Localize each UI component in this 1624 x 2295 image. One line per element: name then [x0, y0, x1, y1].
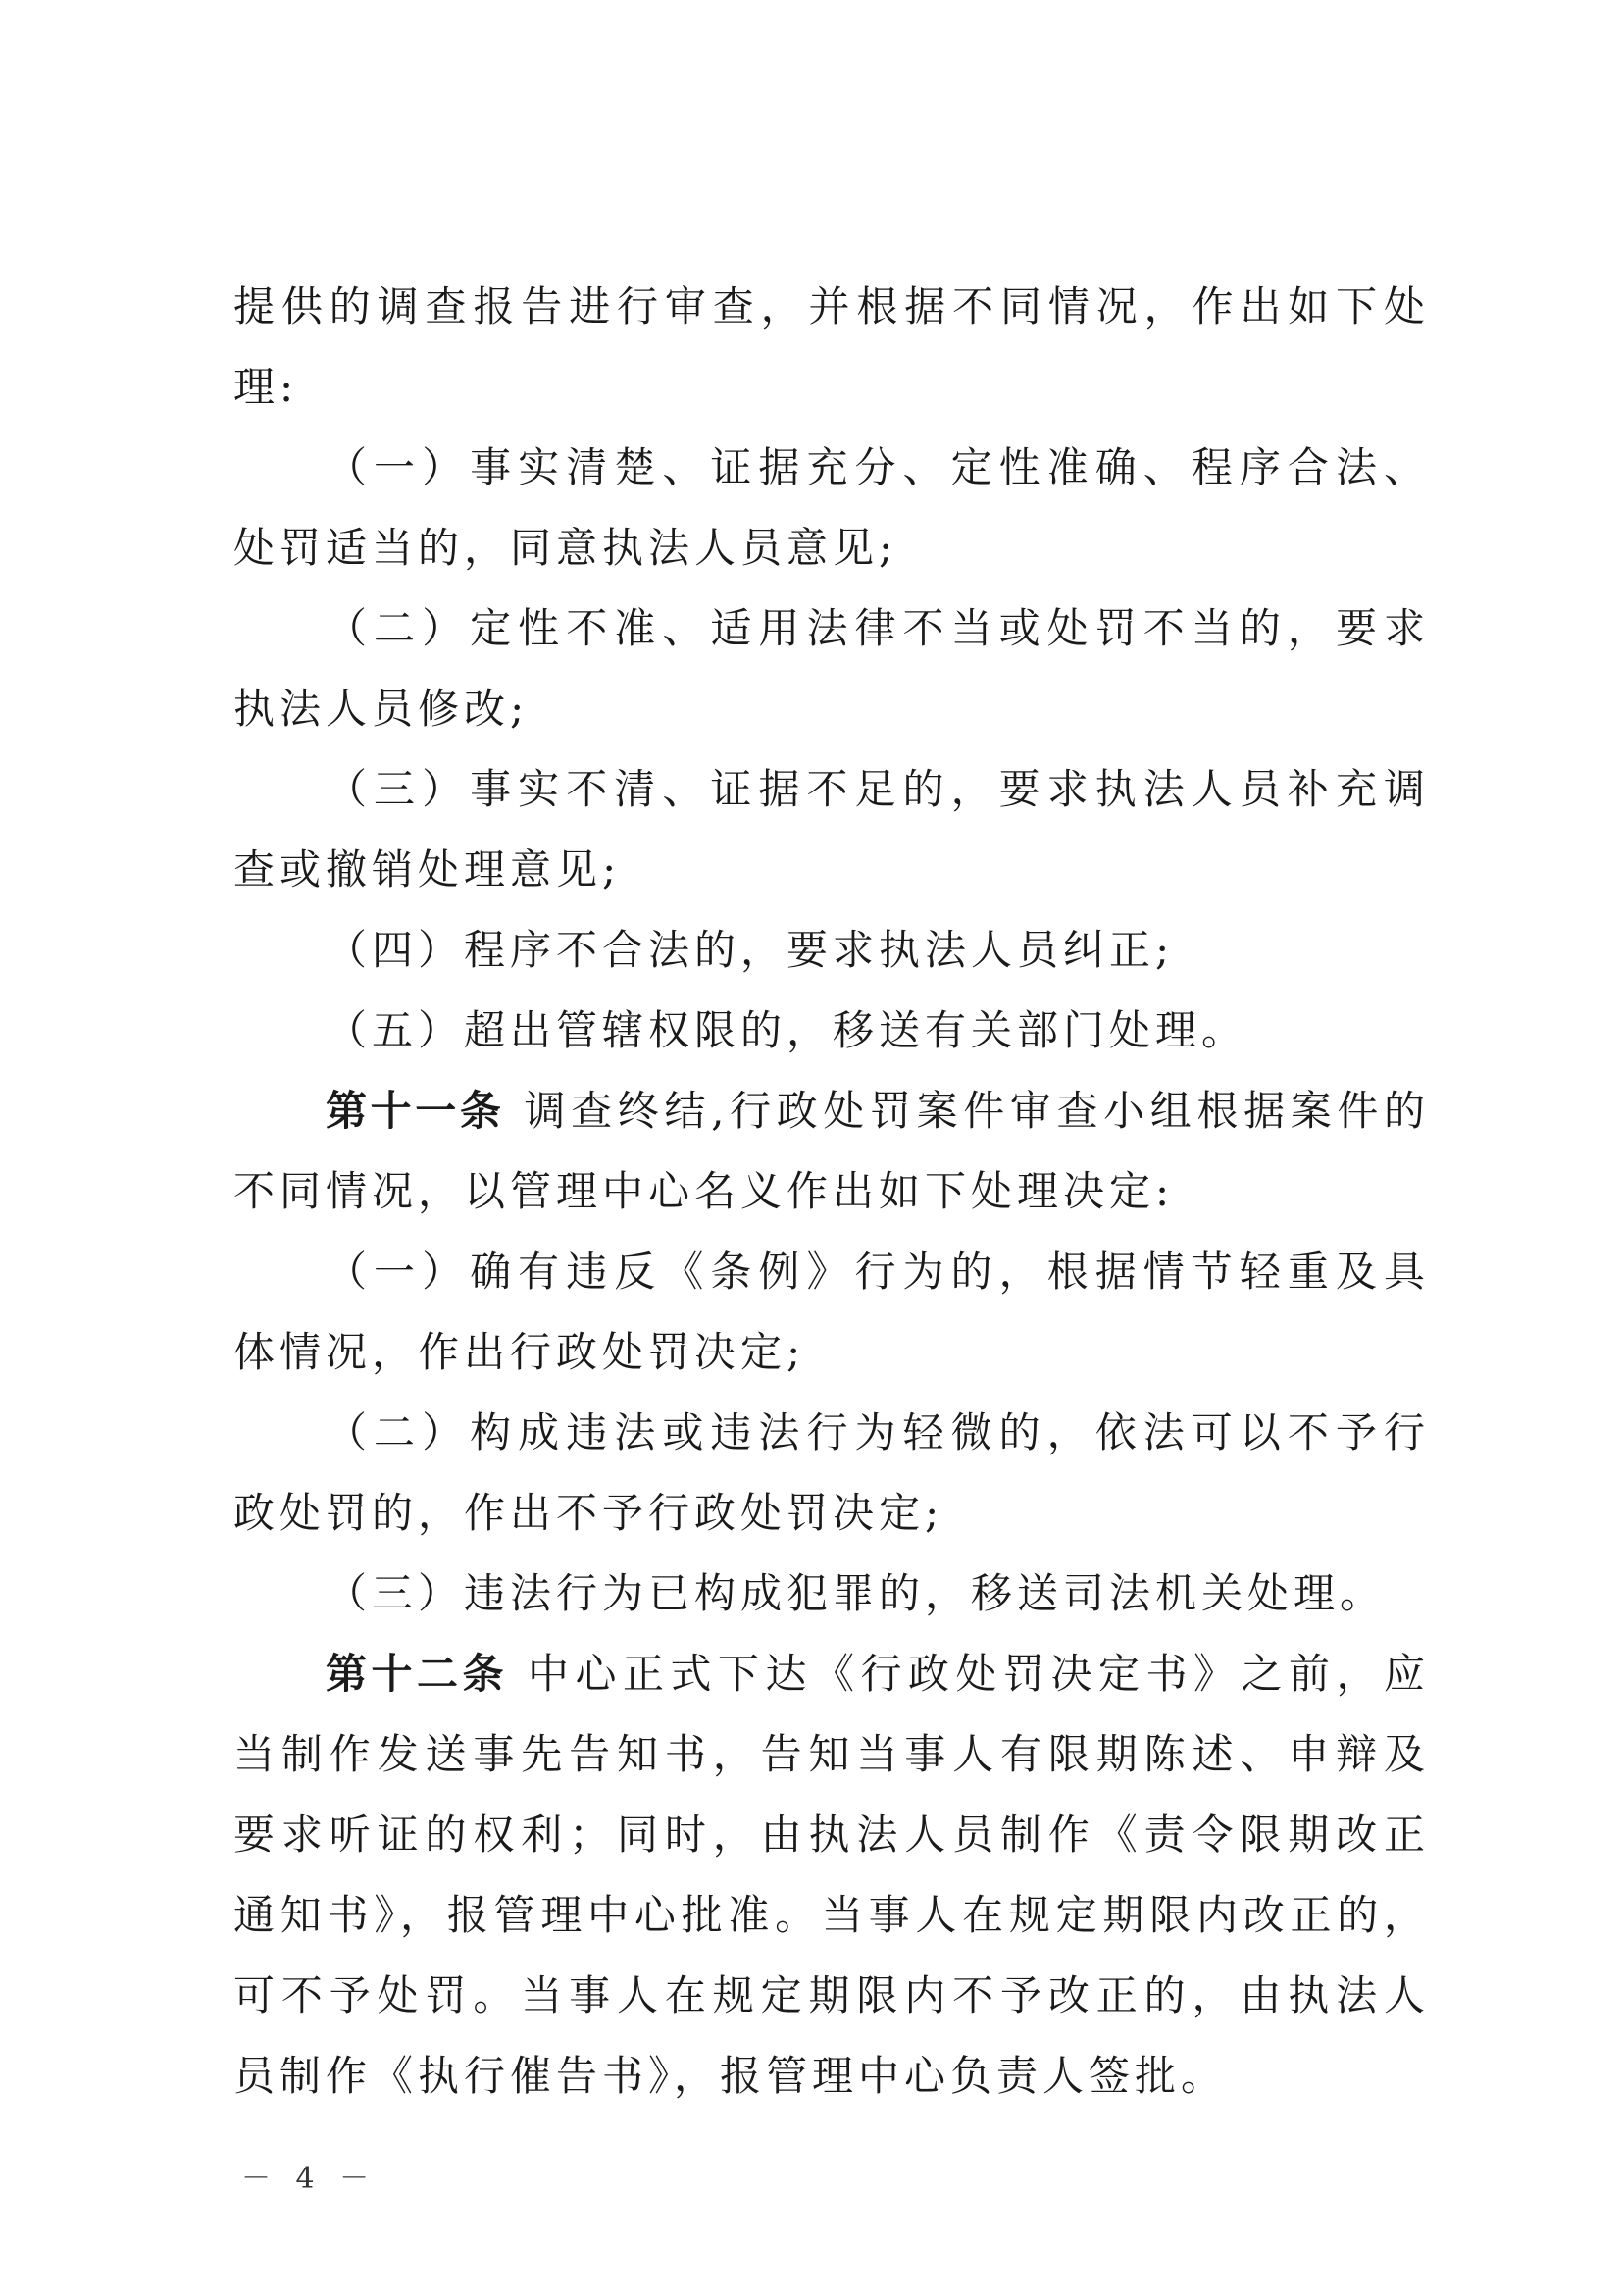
page-number: － 4 －: [241, 2162, 378, 2196]
paragraph-intro: [233, 267, 1430, 428]
paragraph-item-1: [233, 428, 1430, 588]
paragraph-text: 中心正式下达《行政处罚决定书》之前，应当制作发送事先告知书，告知当事人有限期陈述、申辩及要求听证的权利；同时，由执法人员制作《责令限期改正通知书》，报管理中心批准。当事人在规定期限内改正的，可不予处罚。当事人在规定期限内不予改正的，由执法人员制作《执行催告书》，报管理中心负责人签批。: [233, 1650, 1430, 2100]
article-12: [233, 1634, 1430, 2116]
paragraph-item-7: [233, 1393, 1430, 1554]
paragraph-text: （四）程序不合法的，要求执法人员纠正;: [326, 926, 1175, 974]
paragraph-text: （一）事实清楚、证据充分、定性准确、程序合法、处罚适当的，同意执法人员意见;: [233, 443, 1430, 572]
article-number: 第十二条: [326, 1650, 508, 1698]
paragraph-text: （二）构成违法或违法行为轻微的，依法可以不予行政处罚的，作出不予行政处罚决定;: [233, 1408, 1430, 1537]
paragraph-text: （三）违法行为已构成犯罪的，移送司法机关处理。: [326, 1569, 1387, 1617]
paragraph-text: 调查终结,行政处罚案件审查小组根据案件的不同情况，以管理中心名义作出如下处理决定:: [233, 1087, 1430, 1215]
article-11: [233, 1071, 1430, 1232]
paragraph-item-3: [233, 749, 1430, 910]
paragraph-text: （二）定性不准、适用法律不当或处罚不当的，要求执法人员修改;: [233, 604, 1430, 733]
paragraph-text: 提供的调查报告进行审查，并根据不同情况，作出如下处理:: [233, 282, 1430, 411]
paragraph-item-2: [233, 588, 1430, 749]
paragraph-text: （一）确有违反《条例》行为的，根据情节轻重及具体情况，作出行政处罚决定;: [233, 1248, 1430, 1376]
article-number: 第十一条: [326, 1087, 505, 1135]
paragraph-text: （三）事实不清、证据不足的，要求执法人员补充调查或撤销处理意见;: [233, 765, 1430, 893]
paragraph-item-4: [233, 910, 1430, 991]
paragraph-item-8: [233, 1554, 1430, 1634]
paragraph-item-6: [233, 1232, 1430, 1393]
document-body: [233, 267, 1430, 2116]
paragraph-text: （五）超出管辖权限的，移送有关部门处理。: [326, 1006, 1248, 1054]
paragraph-item-5: [233, 991, 1430, 1071]
